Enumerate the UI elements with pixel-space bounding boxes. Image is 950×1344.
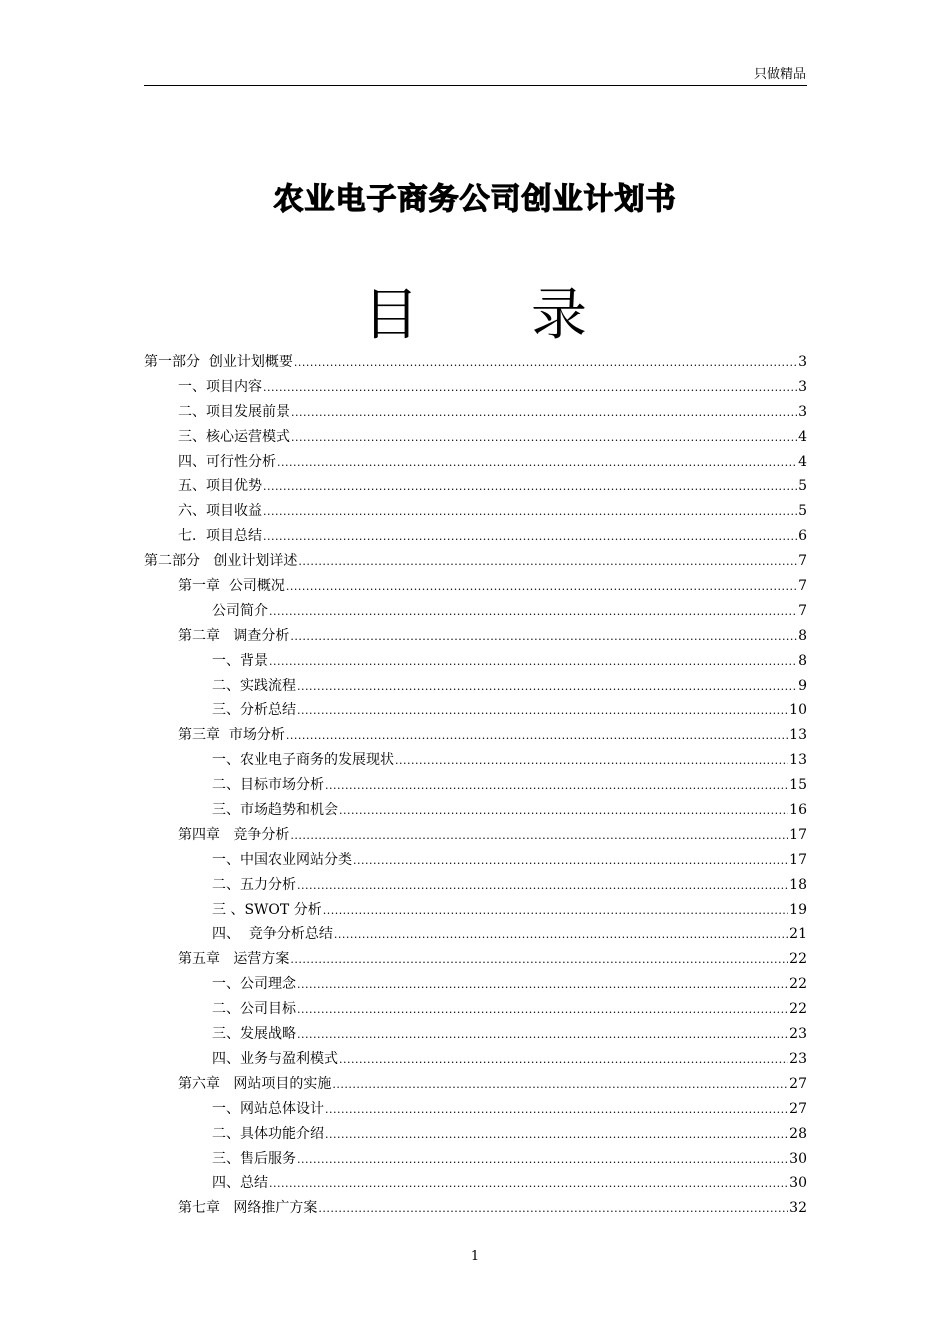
toc-entry-label: 二、实践流程 (212, 677, 296, 694)
document-title: 农业电子商务公司创业计划书 (273, 182, 677, 217)
toc-entry[interactable] (144, 972, 807, 997)
toc-entry-page: 5 (798, 478, 807, 495)
table-of-contents (144, 350, 807, 1221)
toc-entry[interactable] (144, 549, 807, 574)
toc-dot-leader (339, 1048, 788, 1073)
toc-entry-label: 四、 竞争分析总结 (212, 926, 333, 943)
toc-entry-label: 二、目标市场分析 (212, 777, 324, 794)
toc-entry[interactable] (144, 1196, 807, 1221)
toc-entry[interactable] (144, 1072, 807, 1097)
toc-entry-page: 7 (798, 553, 807, 570)
toc-entry-page: 15 (789, 777, 807, 794)
page-header-text: 只做精品 (753, 67, 806, 82)
toc-entry-page: 10 (789, 702, 807, 719)
toc-entry[interactable] (144, 873, 807, 898)
toc-dot-leader (297, 675, 797, 700)
toc-entry-page: 4 (798, 428, 807, 445)
toc-dot-leader (298, 550, 797, 575)
toc-entry[interactable] (144, 524, 807, 549)
toc-dot-leader (263, 500, 797, 525)
toc-entry[interactable] (144, 400, 807, 425)
toc-entry-page: 4 (798, 453, 807, 470)
toc-heading-char-1: 目 (363, 283, 419, 348)
toc-entry[interactable] (144, 1122, 807, 1147)
toc-entry-label: 二、具体功能介绍 (212, 1125, 324, 1142)
toc-dot-leader (297, 874, 788, 899)
toc-entry-label: 一、背景 (212, 652, 268, 669)
toc-dot-leader (325, 774, 788, 799)
toc-dot-leader (318, 1197, 788, 1222)
toc-entry-label: 二、项目发展前景 (178, 403, 290, 420)
toc-dot-leader (277, 451, 797, 476)
toc-entry[interactable] (144, 1171, 807, 1196)
toc-entry-page: 6 (798, 528, 807, 545)
toc-entry[interactable] (144, 674, 807, 699)
toc-entry-page: 9 (798, 677, 807, 694)
toc-dot-leader (269, 600, 797, 625)
toc-entry-page: 23 (789, 1026, 807, 1043)
toc-entry-label: 第二部分 创业计划详述 (144, 553, 298, 570)
toc-dot-leader (395, 749, 788, 774)
toc-entry-label: 四、业务与盈利模式 (212, 1050, 338, 1067)
toc-entry-page: 18 (789, 876, 807, 893)
toc-entry[interactable] (144, 773, 807, 798)
toc-entry-page: 23 (789, 1050, 807, 1067)
toc-dot-leader (323, 899, 788, 924)
toc-entry[interactable] (144, 1097, 807, 1122)
toc-entry-label: 第四章 竞争分析 (178, 826, 290, 843)
toc-entry-label: 四、可行性分析 (178, 453, 276, 470)
toc-dot-leader (297, 699, 788, 724)
toc-entry[interactable] (144, 997, 807, 1022)
toc-entry-label: 第一章 公司概况 (178, 578, 285, 595)
toc-dot-leader (290, 948, 788, 973)
toc-entry[interactable] (144, 599, 807, 624)
toc-entry-page: 17 (789, 826, 807, 843)
header-divider (144, 85, 807, 86)
toc-entry-page: 8 (798, 627, 807, 644)
toc-entry-label: 三、发展战略 (212, 1026, 296, 1043)
toc-dot-leader (332, 1073, 788, 1098)
toc-entry-page: 28 (789, 1125, 807, 1142)
toc-entry-label: 七．项目总结 (178, 528, 262, 545)
toc-entry-label: 三 、SWOT 分析 (212, 901, 322, 918)
toc-entry[interactable] (144, 1022, 807, 1047)
toc-entry-page: 19 (789, 901, 807, 918)
toc-entry-page: 27 (789, 1100, 807, 1117)
toc-entry-page: 13 (789, 727, 807, 744)
toc-dot-leader (263, 376, 797, 401)
toc-dot-leader (291, 401, 797, 426)
toc-dot-leader (294, 351, 797, 376)
toc-entry-label: 三、核心运营模式 (178, 428, 290, 445)
toc-entry-label: 三、售后服务 (212, 1150, 296, 1167)
toc-entry-page: 22 (789, 951, 807, 968)
toc-entry-label: 五、项目优势 (178, 478, 262, 495)
toc-entry-page: 22 (789, 1001, 807, 1018)
toc-dot-leader (263, 475, 797, 500)
toc-entry-label: 六、项目收益 (178, 503, 262, 520)
toc-entry-page: 16 (789, 802, 807, 819)
toc-entry-page: 7 (798, 602, 807, 619)
toc-entry[interactable] (144, 624, 807, 649)
toc-entry-label: 第七章 网络推广方案 (178, 1200, 318, 1217)
toc-dot-leader (297, 1148, 788, 1173)
toc-entry-page: 7 (798, 578, 807, 595)
toc-entry[interactable] (144, 375, 807, 400)
toc-entry-label: 第二章 调查分析 (178, 627, 290, 644)
toc-entry[interactable] (144, 499, 807, 524)
toc-entry[interactable] (144, 848, 807, 873)
toc-entry[interactable] (144, 723, 807, 748)
toc-entry[interactable] (144, 748, 807, 773)
toc-dot-leader (290, 824, 788, 849)
toc-entry[interactable] (144, 474, 807, 499)
toc-entry-label: 一、网站总体设计 (212, 1100, 324, 1117)
toc-entry-page: 21 (789, 926, 807, 943)
toc-entry-page: 13 (789, 752, 807, 769)
toc-entry-page: 32 (789, 1200, 807, 1217)
toc-entry[interactable] (144, 922, 807, 947)
toc-dot-leader (334, 923, 788, 948)
toc-entry-label: 一、农业电子商务的发展现状 (212, 752, 394, 769)
toc-dot-leader (297, 1023, 788, 1048)
toc-entry-label: 三、分析总结 (212, 702, 296, 719)
toc-entry[interactable] (144, 947, 807, 972)
toc-dot-leader (297, 973, 788, 998)
toc-entry[interactable] (144, 574, 807, 599)
toc-entry-page: 27 (789, 1075, 807, 1092)
toc-entry-page: 30 (789, 1150, 807, 1167)
toc-entry-label: 一、项目内容 (178, 378, 262, 395)
toc-entry[interactable] (144, 1047, 807, 1072)
toc-dot-leader (269, 1172, 788, 1197)
toc-heading (0, 282, 950, 350)
toc-entry-page: 8 (798, 652, 807, 669)
toc-entry[interactable] (144, 898, 807, 923)
toc-entry-label: 三、市场趋势和机会 (212, 802, 338, 819)
toc-dot-leader (291, 426, 797, 451)
toc-entry[interactable] (144, 425, 807, 450)
toc-entry[interactable] (144, 350, 807, 375)
toc-entry-label: 一、中国农业网站分类 (212, 851, 352, 868)
toc-dot-leader (325, 1123, 788, 1148)
toc-dot-leader (297, 998, 788, 1023)
toc-entry-label: 二、五力分析 (212, 876, 296, 893)
toc-entry-page: 22 (789, 976, 807, 993)
toc-entry-label: 第三章 市场分析 (178, 727, 285, 744)
toc-dot-leader (286, 724, 788, 749)
toc-entry[interactable] (144, 649, 807, 674)
toc-dot-leader (269, 650, 797, 675)
toc-dot-leader (263, 525, 797, 550)
page-number: 1 (470, 1249, 480, 1264)
toc-entry[interactable] (144, 823, 807, 848)
toc-entry-page: 3 (798, 354, 807, 370)
toc-entry[interactable] (144, 450, 807, 475)
toc-dot-leader (353, 849, 788, 874)
toc-entry-page: 17 (789, 851, 807, 868)
toc-entry-page: 3 (798, 403, 807, 420)
toc-entry-label: 第六章 网站项目的实施 (178, 1075, 332, 1092)
toc-entry-page: 5 (798, 503, 807, 520)
toc-entry[interactable] (144, 798, 807, 823)
toc-entry-label: 第一部分 创业计划概要 (144, 354, 293, 370)
toc-entry-label: 公司简介 (212, 602, 268, 619)
toc-entry-page: 30 (789, 1175, 807, 1192)
toc-entry-page: 3 (798, 378, 807, 395)
toc-entry-label: 四、总结 (212, 1175, 268, 1192)
toc-dot-leader (339, 799, 788, 824)
toc-entry-label: 第五章 运营方案 (178, 951, 290, 968)
toc-entry-label: 一、公司理念 (212, 976, 296, 993)
toc-entry[interactable] (144, 698, 807, 723)
toc-dot-leader (286, 575, 797, 600)
toc-dot-leader (290, 625, 797, 650)
toc-dot-leader (325, 1098, 788, 1123)
toc-heading-char-2: 录 (531, 283, 587, 348)
toc-entry[interactable] (144, 1147, 807, 1172)
toc-entry-label: 二、公司目标 (212, 1001, 296, 1018)
